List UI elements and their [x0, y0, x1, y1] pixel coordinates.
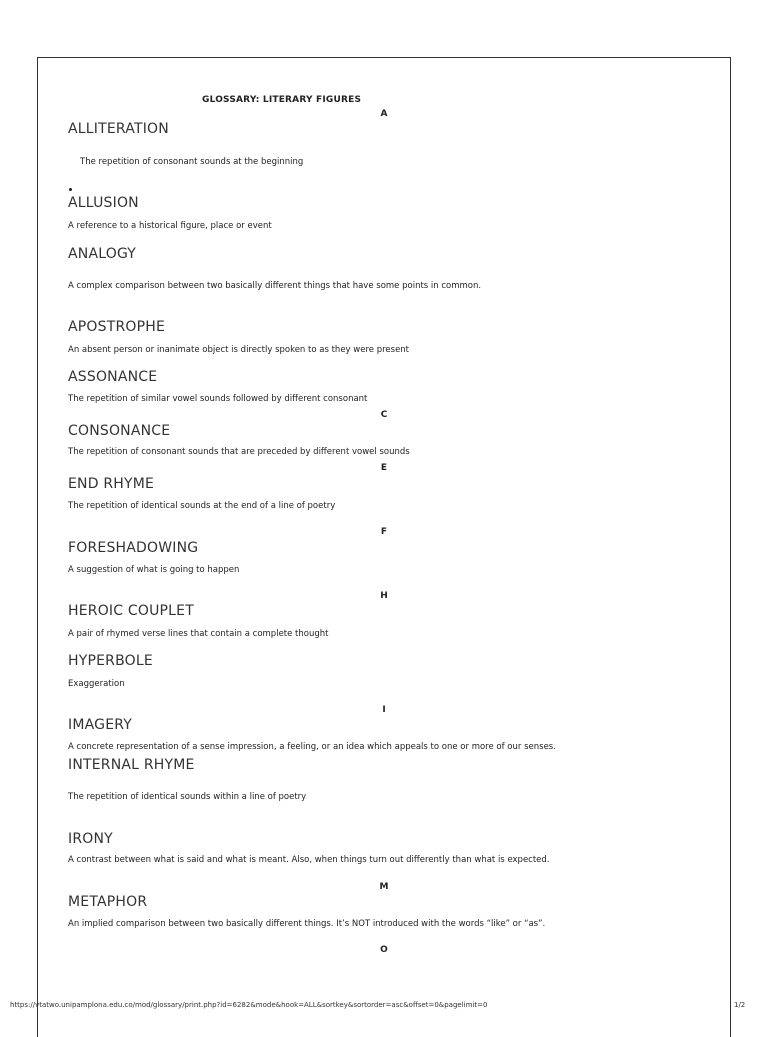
letter-heading: H [380, 591, 388, 601]
letter-heading: M [379, 882, 389, 892]
term-heading: ALLITERATION [68, 121, 169, 137]
footer-url[interactable]: https://vtatwo.unipamplona.edu.co/mod/glossary/print.php?id=6282&mode&hook=ALL&sortkey&sortorder=asc&offset=0&pagelimit=0 [10, 1001, 488, 1009]
letter-heading: I [382, 705, 386, 715]
footer-page-number: 1/2 [734, 1001, 746, 1009]
term-heading: APOSTROPHE [68, 319, 166, 335]
term-heading: IMAGERY [68, 717, 133, 733]
term-definition: A reference to a historical figure, place or event [68, 221, 272, 231]
term-heading: END RHYME [68, 476, 155, 492]
letter-heading: F [380, 527, 388, 537]
term-definition: A contrast between what is said and what is meant. Also, when things turn out differently than what is expected. [68, 855, 550, 865]
term-heading: HYPERBOLE [68, 653, 153, 669]
term-definition: The repetition of identical sounds at the end of a line of poetry [68, 501, 336, 511]
term-definition: Exaggeration [68, 679, 125, 689]
term-definition: An absent person or inanimate object is directly spoken to as they were present [68, 345, 410, 355]
term-definition: The repetition of identical sounds within a line of poetry [68, 792, 307, 802]
letter-heading: O [380, 945, 388, 955]
term-heading: HEROIC COUPLET [68, 603, 194, 619]
term-definition: A suggestion of what is going to happen [68, 565, 240, 575]
term-definition: The repetition of similar vowel sounds followed by different consonant [68, 394, 368, 404]
term-heading: METAPHOR [68, 894, 148, 910]
term-definition: A complex comparison between two basically different things that have some points in common. [68, 281, 482, 291]
bullet-dot [69, 188, 72, 191]
glossary-title: GLOSSARY: LITERARY FIGURES [202, 95, 362, 105]
term-definition: The repetition of consonant sounds at the beginning [80, 157, 304, 167]
term-heading: CONSONANCE [68, 423, 171, 439]
term-heading: INTERNAL RHYME [68, 757, 195, 773]
term-heading: IRONY [68, 831, 113, 847]
term-heading: ANALOGY [68, 246, 137, 262]
letter-heading: A [380, 109, 388, 119]
letter-heading: C [380, 410, 388, 420]
term-definition: An implied comparison between two basically different things. It’s NOT introduced with the words “like” or “as”. [68, 919, 546, 929]
term-heading: ASSONANCE [68, 369, 158, 385]
term-definition: The repetition of consonant sounds that are preceded by different vowel sounds [68, 447, 410, 457]
term-heading: FORESHADOWING [68, 540, 199, 556]
term-heading: ALLUSION [68, 195, 139, 211]
term-definition: A concrete representation of a sense impression, a feeling, or an idea which appeals to one or more of our senses. [68, 742, 556, 752]
term-definition: A pair of rhymed verse lines that contain a complete thought [68, 629, 329, 639]
letter-heading: E [380, 463, 388, 473]
